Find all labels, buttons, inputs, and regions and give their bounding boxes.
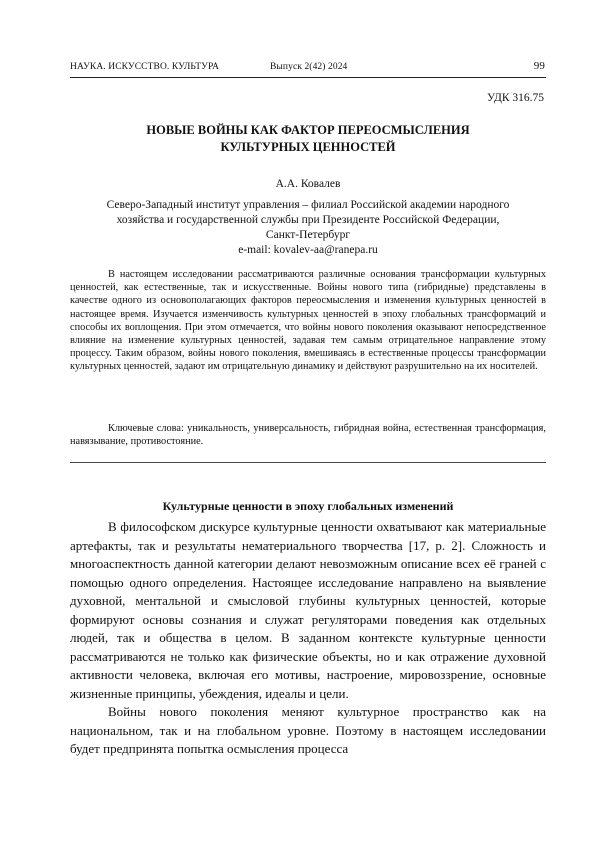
abstract: В настоящем исследовании рассматриваются различные основания трансформации культурных ценностей, как естественные, так и искусственные. Войны нового типа (гибридные) представлены в качестве одного из основополагающих факторов переосмысления и изменения культурных ценностей в настоящее время. Изучается изменчивость культурных ценностей в эпоху глобальных трансформаций и способы их воплощения. При этом отмечается, что войны нового поколения оказывают непосредственное влияние на изменение культурных ценностей, задавая тем самым отрицательное направление этому процессу. Таким образом, войны нового поколения, вмешиваясь в естественные процессы трансформации культурных ценностей, задают им отрицательную динамику и действуют разрушительно на их носителей. <box>70 268 546 374</box>
body-paragraph-2: Войны нового поколения меняют культурное пространство как на национальном, так и на глобальном уровне. Поэтому в настоящем исследовании будет предпринята попытка осмысления процесса <box>70 703 546 759</box>
title-line-2: КУЛЬТУРНЫХ ЦЕННОСТЕЙ <box>70 139 546 156</box>
affiliation-line-1: Северо-Западный институт управления – филиал Российской академии народного <box>70 198 546 213</box>
body-text <box>70 518 546 759</box>
body-paragraph-1: В философском дискурсе культурные ценности охватывают как материальные артефакты, так и результаты нематериального творчества [17, р. 2]. Сложность и многоаспектность данной категории делают невозможным описание всех её граней с помощью одного определения. Настоящее исследование направлено на выявление духовной, ментальной и смысловой глубины культурных ценностей, которые формируют основы сознания и служат регуляторами поведения как отдельных людей, так и общества в целом. В заданном контексте культурные ценности рассматриваются не только как физические объекты, но и как отражение духовной активности человека, включая его мотивы, настроение, мировоззрение, основные жизненные принципы, убеждения, идеалы и цели. <box>70 518 546 703</box>
title-line-1: НОВЫЕ ВОЙНЫ КАК ФАКТОР ПЕРЕОСМЫСЛЕНИЯ <box>70 122 546 139</box>
abstract-divider <box>70 462 546 463</box>
journal-name: НАУКА. ИСКУССТВО. КУЛЬТУРА <box>70 62 219 72</box>
author-affiliation <box>70 198 546 258</box>
page-number: 99 <box>534 60 545 72</box>
section-heading: Культурные ценности в эпоху глобальных изменений <box>70 499 546 514</box>
article-title <box>70 122 546 156</box>
running-header <box>70 60 545 78</box>
header-divider <box>70 77 546 78</box>
keywords: Ключевые слова: уникальность, универсальность, гибридная война, естественная трансформация, навязывание, противостояние. <box>70 422 546 448</box>
author-email: e-mail: kovalev-aa@ranepa.ru <box>70 243 546 258</box>
issue-label: Выпуск 2(42) 2024 <box>270 62 347 72</box>
affiliation-line-2: хозяйства и государственной службы при Президенте Российской Федерации, <box>70 213 546 228</box>
udk-code: УДК 316.75 <box>487 92 544 104</box>
author-name: А.А. Ковалев <box>70 178 546 190</box>
affiliation-line-3: Санкт-Петербург <box>70 228 546 243</box>
